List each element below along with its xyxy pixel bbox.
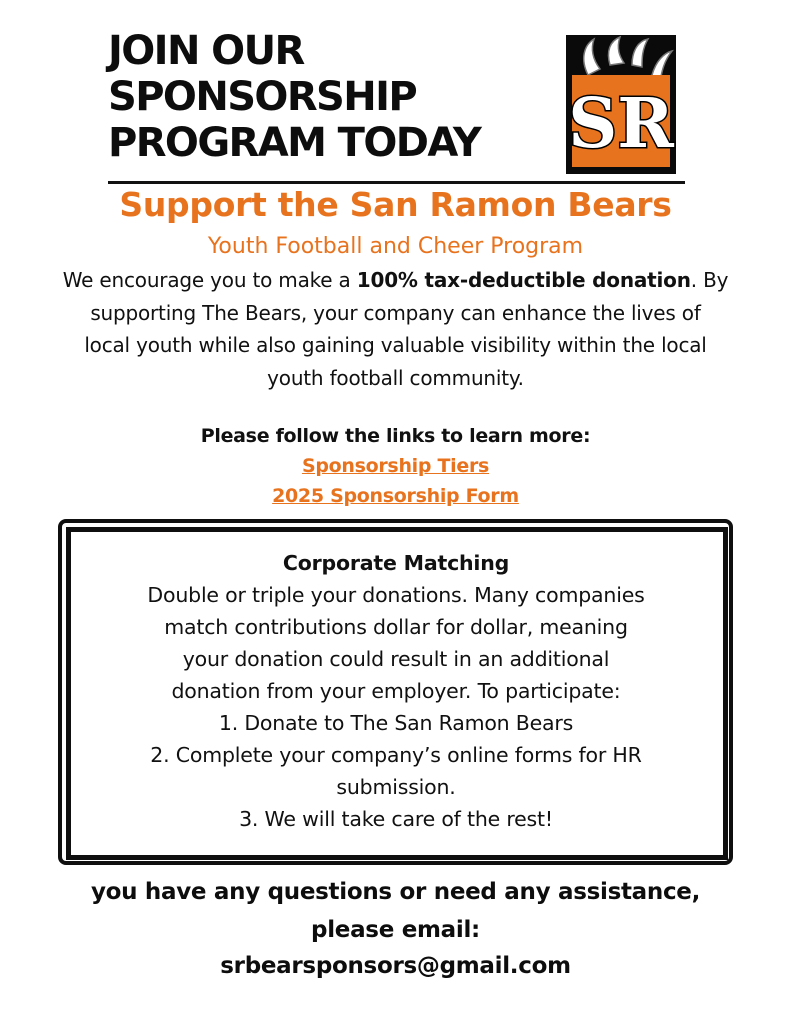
matching-step-1: 1. Donate to The San Ramon Bears: [218, 711, 574, 735]
intro-paragraph: [18, 264, 773, 394]
follow-links-heading: Please follow the links to learn more:: [200, 425, 591, 447]
corporate-matching-line: your donation could result in an additional: [182, 647, 610, 671]
contact-line-2: please email:: [311, 917, 480, 943]
sponsorship-form-link[interactable]: 2025 Sponsorship Form: [272, 485, 519, 507]
bear-paw-claw-icon: [566, 35, 676, 174]
corporate-matching-line: Double or triple your donations. Many companies: [147, 583, 645, 607]
intro-line-1-end: . By: [690, 268, 729, 292]
support-title: Support the San Ramon Bears: [119, 185, 672, 224]
tax-deductible-emphasis: 100% tax-deductible donation: [356, 268, 691, 292]
corporate-matching-line: match contributions dollar for dollar, meaning: [164, 615, 628, 639]
sponsorship-form-link-row: [0, 481, 791, 511]
san-ramon-bears-logo: [566, 35, 676, 174]
intro-line-1-start: We encourage you to make a: [62, 268, 357, 292]
intro-line-4: youth football community.: [267, 365, 524, 390]
intro-line-1: [18, 264, 773, 297]
contact-email[interactable]: srbearsponsors@gmail.com: [220, 953, 571, 979]
sponsorship-tiers-link[interactable]: Sponsorship Tiers: [301, 455, 490, 477]
sponsorship-tiers-link-row: [0, 451, 791, 481]
matching-step-2-continued: submission.: [336, 775, 456, 799]
logo-letters: SR: [568, 84, 674, 164]
youth-subtitle: Youth Football and Cheer Program: [207, 234, 584, 259]
corporate-matching-title: Corporate Matching: [282, 551, 510, 575]
matching-step-3: 3. We will take care of the rest!: [239, 807, 553, 831]
intro-line-2: supporting The Bears, your company can enhance the lives of: [90, 300, 701, 325]
corporate-matching-line: donation from your employer. To participate:: [171, 679, 621, 703]
headline-line-1: JOIN OUR: [108, 28, 304, 74]
intro-line-3: local youth while also gaining valuable visibility within the local: [84, 333, 707, 357]
headline-line-3: PROGRAM TODAY: [108, 120, 481, 166]
headline-line-2: SPONSORSHIP: [108, 74, 417, 120]
headline: [108, 28, 558, 166]
contact-line-1: you have any questions or need any assistance,: [90, 879, 701, 905]
matching-step-2: 2. Complete your company’s online forms for HR: [150, 743, 642, 767]
